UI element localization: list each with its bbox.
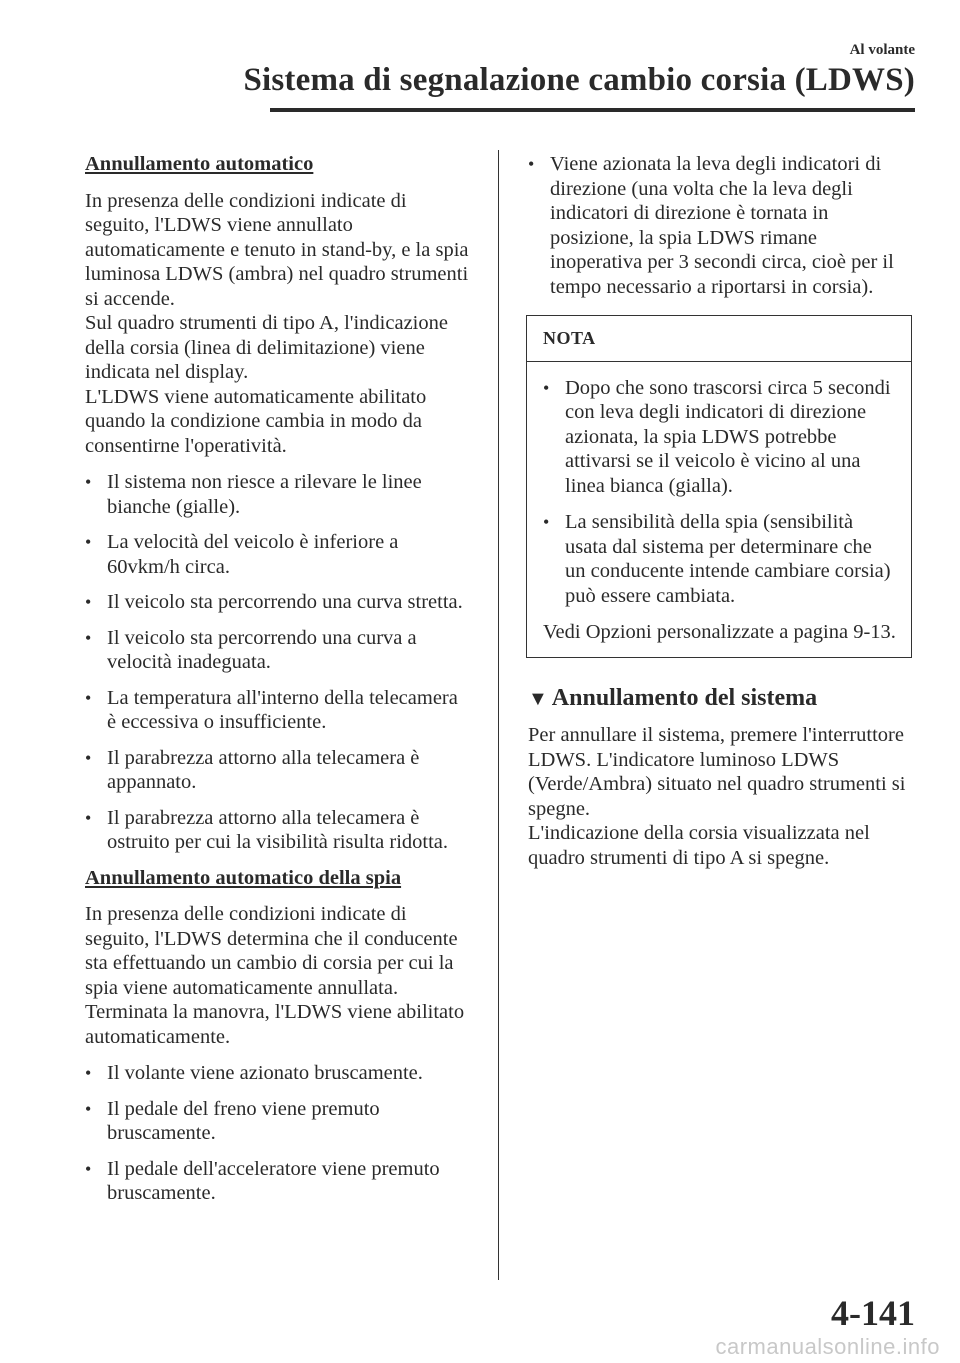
list-item: • Il veicolo sta percorrendo una curva a velocità inadeguata.	[85, 626, 417, 673]
bullet-icon: •	[85, 592, 92, 612]
list-item: • Il veicolo sta percorrendo una curva stretta.	[85, 591, 463, 613]
watermark: carmanualsonline.info	[715, 1334, 940, 1359]
header-rule	[270, 108, 915, 112]
bullet-icon: •	[543, 377, 550, 398]
page-title: Sistema di segnalazione cambio corsia (LDWS)	[243, 62, 915, 98]
heading-annullamento-automatico: Annullamento automatico	[85, 153, 314, 175]
bullet-icon: •	[85, 747, 92, 768]
bullet-icon: •	[85, 1098, 92, 1119]
column-divider	[498, 150, 499, 1280]
note-body	[527, 362, 911, 657]
bullet-icon: •	[85, 472, 92, 492]
bullet-icon: •	[85, 687, 92, 708]
triangle-down-icon: ▼	[528, 687, 548, 710]
bullet-icon: •	[543, 512, 550, 532]
paragraph: In presenza delle condizioni indicate di seguito, l'LDWS viene annullato automaticamente e tenuto in stand-by, e la spia luminosa LDWS (ambra) nel quadro strumenti si accende.	[85, 189, 469, 310]
list-item: • Il pedale del freno viene premuto bruscamente.	[85, 1097, 380, 1144]
paragraph: L'indicazione della corsia visualizzata nel quadro strumenti di tipo A si spegne.	[528, 822, 870, 869]
bullet-icon: •	[85, 807, 92, 828]
list-item: • Il pedale dell'acceleratore viene premuto bruscamente.	[85, 1157, 440, 1204]
bullet-icon: •	[85, 532, 92, 552]
bullet-list-conditions	[85, 470, 470, 855]
list-item: • La temperatura all'interno della telecamera è eccessiva o insufficiente.	[85, 686, 458, 733]
bullet-list-turn-signal	[528, 152, 913, 299]
paragraph: L'LDWS viene automaticamente abilitato quando la condizione cambia in modo da consentirne l'operatività.	[85, 385, 427, 457]
note-title: NOTA	[527, 316, 911, 362]
list-item: • Il volante viene azionato bruscamente.	[85, 1062, 423, 1084]
note-box	[526, 315, 912, 658]
list-item: • Viene azionata la leva degli indicatori di direzione (una volta che la leva degli indicatori di direzione è tornata in posizione, la spia LDWS rimane inoperativa per 3 secondi circa, cioè per il tempo necessario a riportarsi in corsia).	[528, 153, 894, 298]
bullet-icon: •	[85, 627, 92, 648]
list-item: • La sensibilità della spia (sensibilità usata dal sistema per determinare che un conducente intende cambiare corsia) può essere cambiata.	[543, 511, 891, 607]
list-item: • Dopo che sono trascorsi circa 5 secondi con leva degli indicatori di direzione azionata, la spia LDWS potrebbe attivarsi se il veicolo è vicino al una linea bianca (gialla).	[543, 376, 891, 497]
bullet-list-maneuvers	[85, 1061, 470, 1206]
header-section-label: Al volante	[849, 42, 915, 58]
section-heading-annullamento-sistema: ▼ Annullamento del sistema	[528, 684, 818, 711]
list-item: • Il parabrezza attorno alla telecamera è appannato.	[85, 746, 420, 793]
paragraph: Terminata la manovra, l'LDWS viene abilitato automaticamente.	[85, 1001, 465, 1048]
paragraph: Per annullare il sistema, premere l'interruttore LDWS. L'indicatore luminoso LDWS (Verde/Ambra) situato nel quadro strumenti si spegne.	[528, 724, 906, 820]
paragraph: In presenza delle condizioni indicate di seguito, l'LDWS determina che il conducente sta effettuando un cambio di corsia per cui la spia viene automaticamente annullata.	[85, 903, 458, 999]
left-column	[85, 152, 470, 1217]
heading-annullamento-spia: Annullamento automatico della spia	[85, 866, 402, 889]
list-item: • Il sistema non riesce a rilevare le linee bianche (gialle).	[85, 471, 422, 518]
right-column	[528, 152, 913, 882]
paragraph: Sul quadro strumenti di tipo A, l'indicazione della corsia (linea di delimitazione) viene indicata nel display.	[85, 312, 448, 383]
list-item: • Il parabrezza attorno alla telecamera è ostruito per cui la visibilità risulta ridotta.	[85, 806, 449, 853]
list-item: • La velocità del veicolo è inferiore a 60vkm/h circa.	[85, 531, 399, 578]
note-reference: Vedi Opzioni personalizzate a pagina 9-13.	[543, 621, 896, 643]
bullet-icon: •	[85, 1158, 92, 1179]
page-number: 4-141	[831, 1293, 915, 1333]
bullet-icon: •	[528, 154, 535, 174]
bullet-icon: •	[85, 1063, 92, 1083]
note-bullet-list	[543, 376, 897, 609]
